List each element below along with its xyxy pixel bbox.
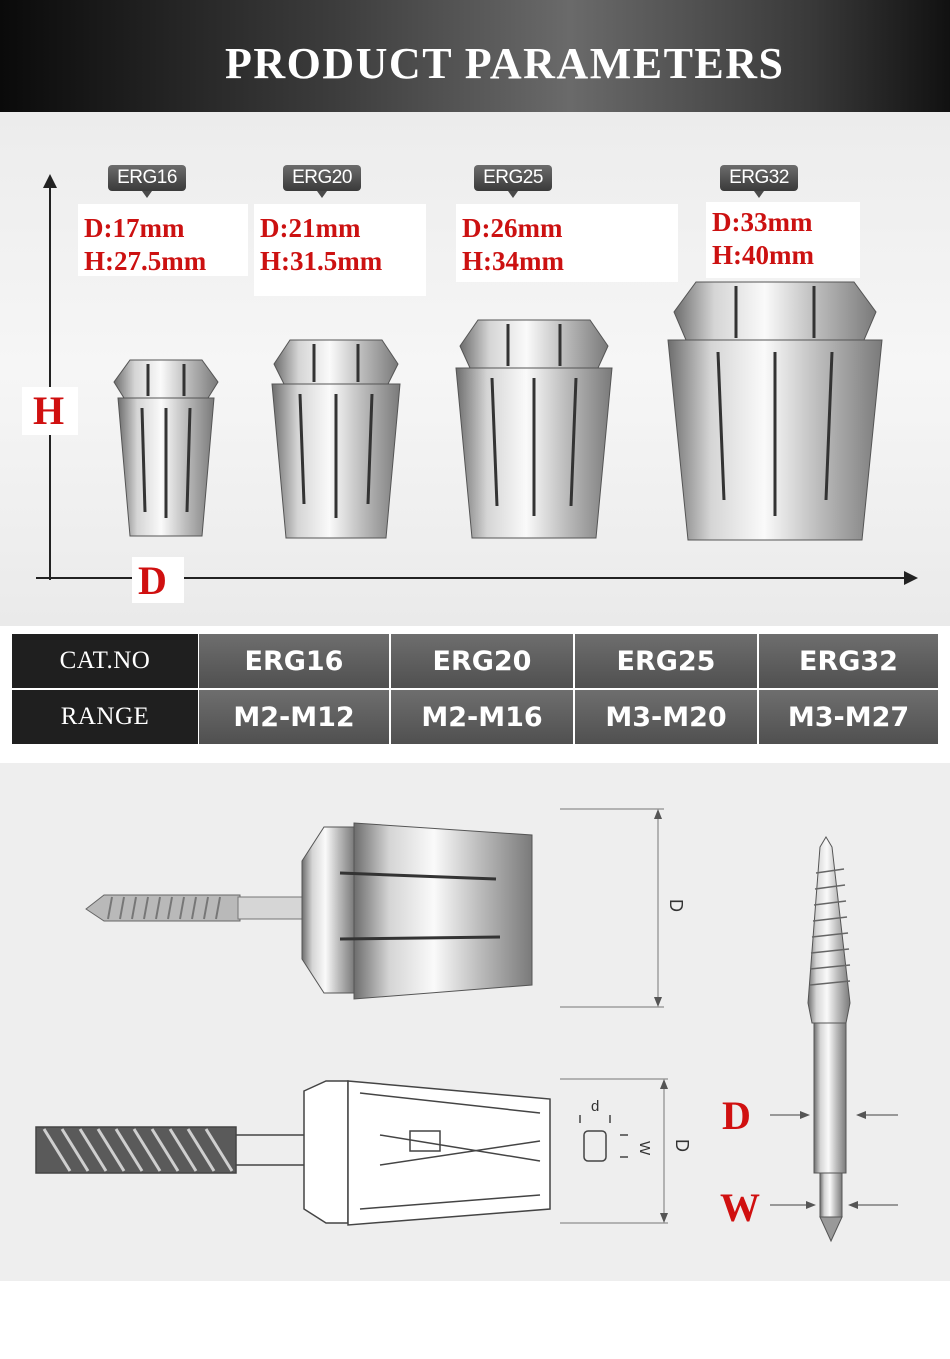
collet-h-erg25: H:34mm	[462, 246, 564, 276]
h-axis-label: H	[33, 388, 65, 433]
table-header-range: RANGE	[12, 690, 198, 744]
collet-tag-erg16: ERG16	[108, 165, 186, 191]
collet-tag-erg20: ERG20	[283, 165, 361, 191]
collet-d-erg32: D:33mm	[712, 207, 813, 237]
collet-image-erg16	[108, 352, 224, 538]
collet-image-erg20	[266, 334, 406, 540]
table-cell-cat-0: ERG16	[199, 634, 389, 688]
tap-photo	[808, 837, 850, 1241]
dimension-label-d-lower: D	[672, 1139, 692, 1152]
collet-dims-erg20	[254, 204, 426, 296]
collet-h-erg32: H:40mm	[712, 240, 814, 270]
collet-dims-erg25	[456, 204, 678, 282]
collet-photo-panel	[0, 112, 950, 626]
collet-tag-erg32: ERG32	[720, 165, 798, 191]
collet-tag-erg25: ERG25	[474, 165, 552, 191]
collet-d-erg25: D:26mm	[462, 213, 563, 243]
table-header-cat: CAT.NO	[12, 634, 198, 688]
collet-dims-erg32	[706, 202, 860, 278]
tap-label-w: W	[720, 1185, 760, 1230]
collet-d-erg20: D:21mm	[260, 213, 361, 243]
collet-dims-erg16	[78, 204, 248, 276]
dimension-label-w-small: W	[636, 1141, 653, 1156]
table-cell-cat-1: ERG20	[391, 634, 573, 688]
collet-h-erg20: H:31.5mm	[260, 246, 383, 276]
spec-table	[12, 634, 938, 744]
table-cell-range-3: M3-M27	[759, 690, 938, 744]
dimension-label-d-upper: D	[666, 899, 686, 912]
collet-line-drawing	[36, 1081, 628, 1225]
table-cell-cat-2: ERG25	[575, 634, 757, 688]
d-axis-label: D	[138, 558, 167, 603]
collet-h-erg16: H:27.5mm	[84, 246, 207, 276]
collet-image-erg25	[452, 316, 616, 540]
table-cell-range-1: M2-M16	[391, 690, 573, 744]
table-cell-range-2: M3-M20	[575, 690, 757, 744]
tap-and-collet-drawing	[0, 763, 950, 1281]
collet-d-erg16: D:17mm	[84, 213, 185, 243]
d-axis-arrow-icon	[904, 571, 918, 585]
h-axis-arrow-icon	[43, 174, 57, 188]
assembled-collet-photo	[86, 823, 532, 999]
table-cell-range-0: M2-M12	[199, 690, 389, 744]
dimension-label-d-small: d	[591, 1098, 600, 1115]
tap-label-d: D	[722, 1093, 751, 1138]
technical-diagram-panel	[0, 763, 950, 1281]
collet-image-erg32	[666, 280, 884, 542]
header-banner	[0, 0, 950, 112]
h-axis-line	[49, 182, 51, 580]
page-title: PRODUCT PARAMETERS	[225, 39, 785, 88]
table-cell-cat-3: ERG32	[759, 634, 938, 688]
